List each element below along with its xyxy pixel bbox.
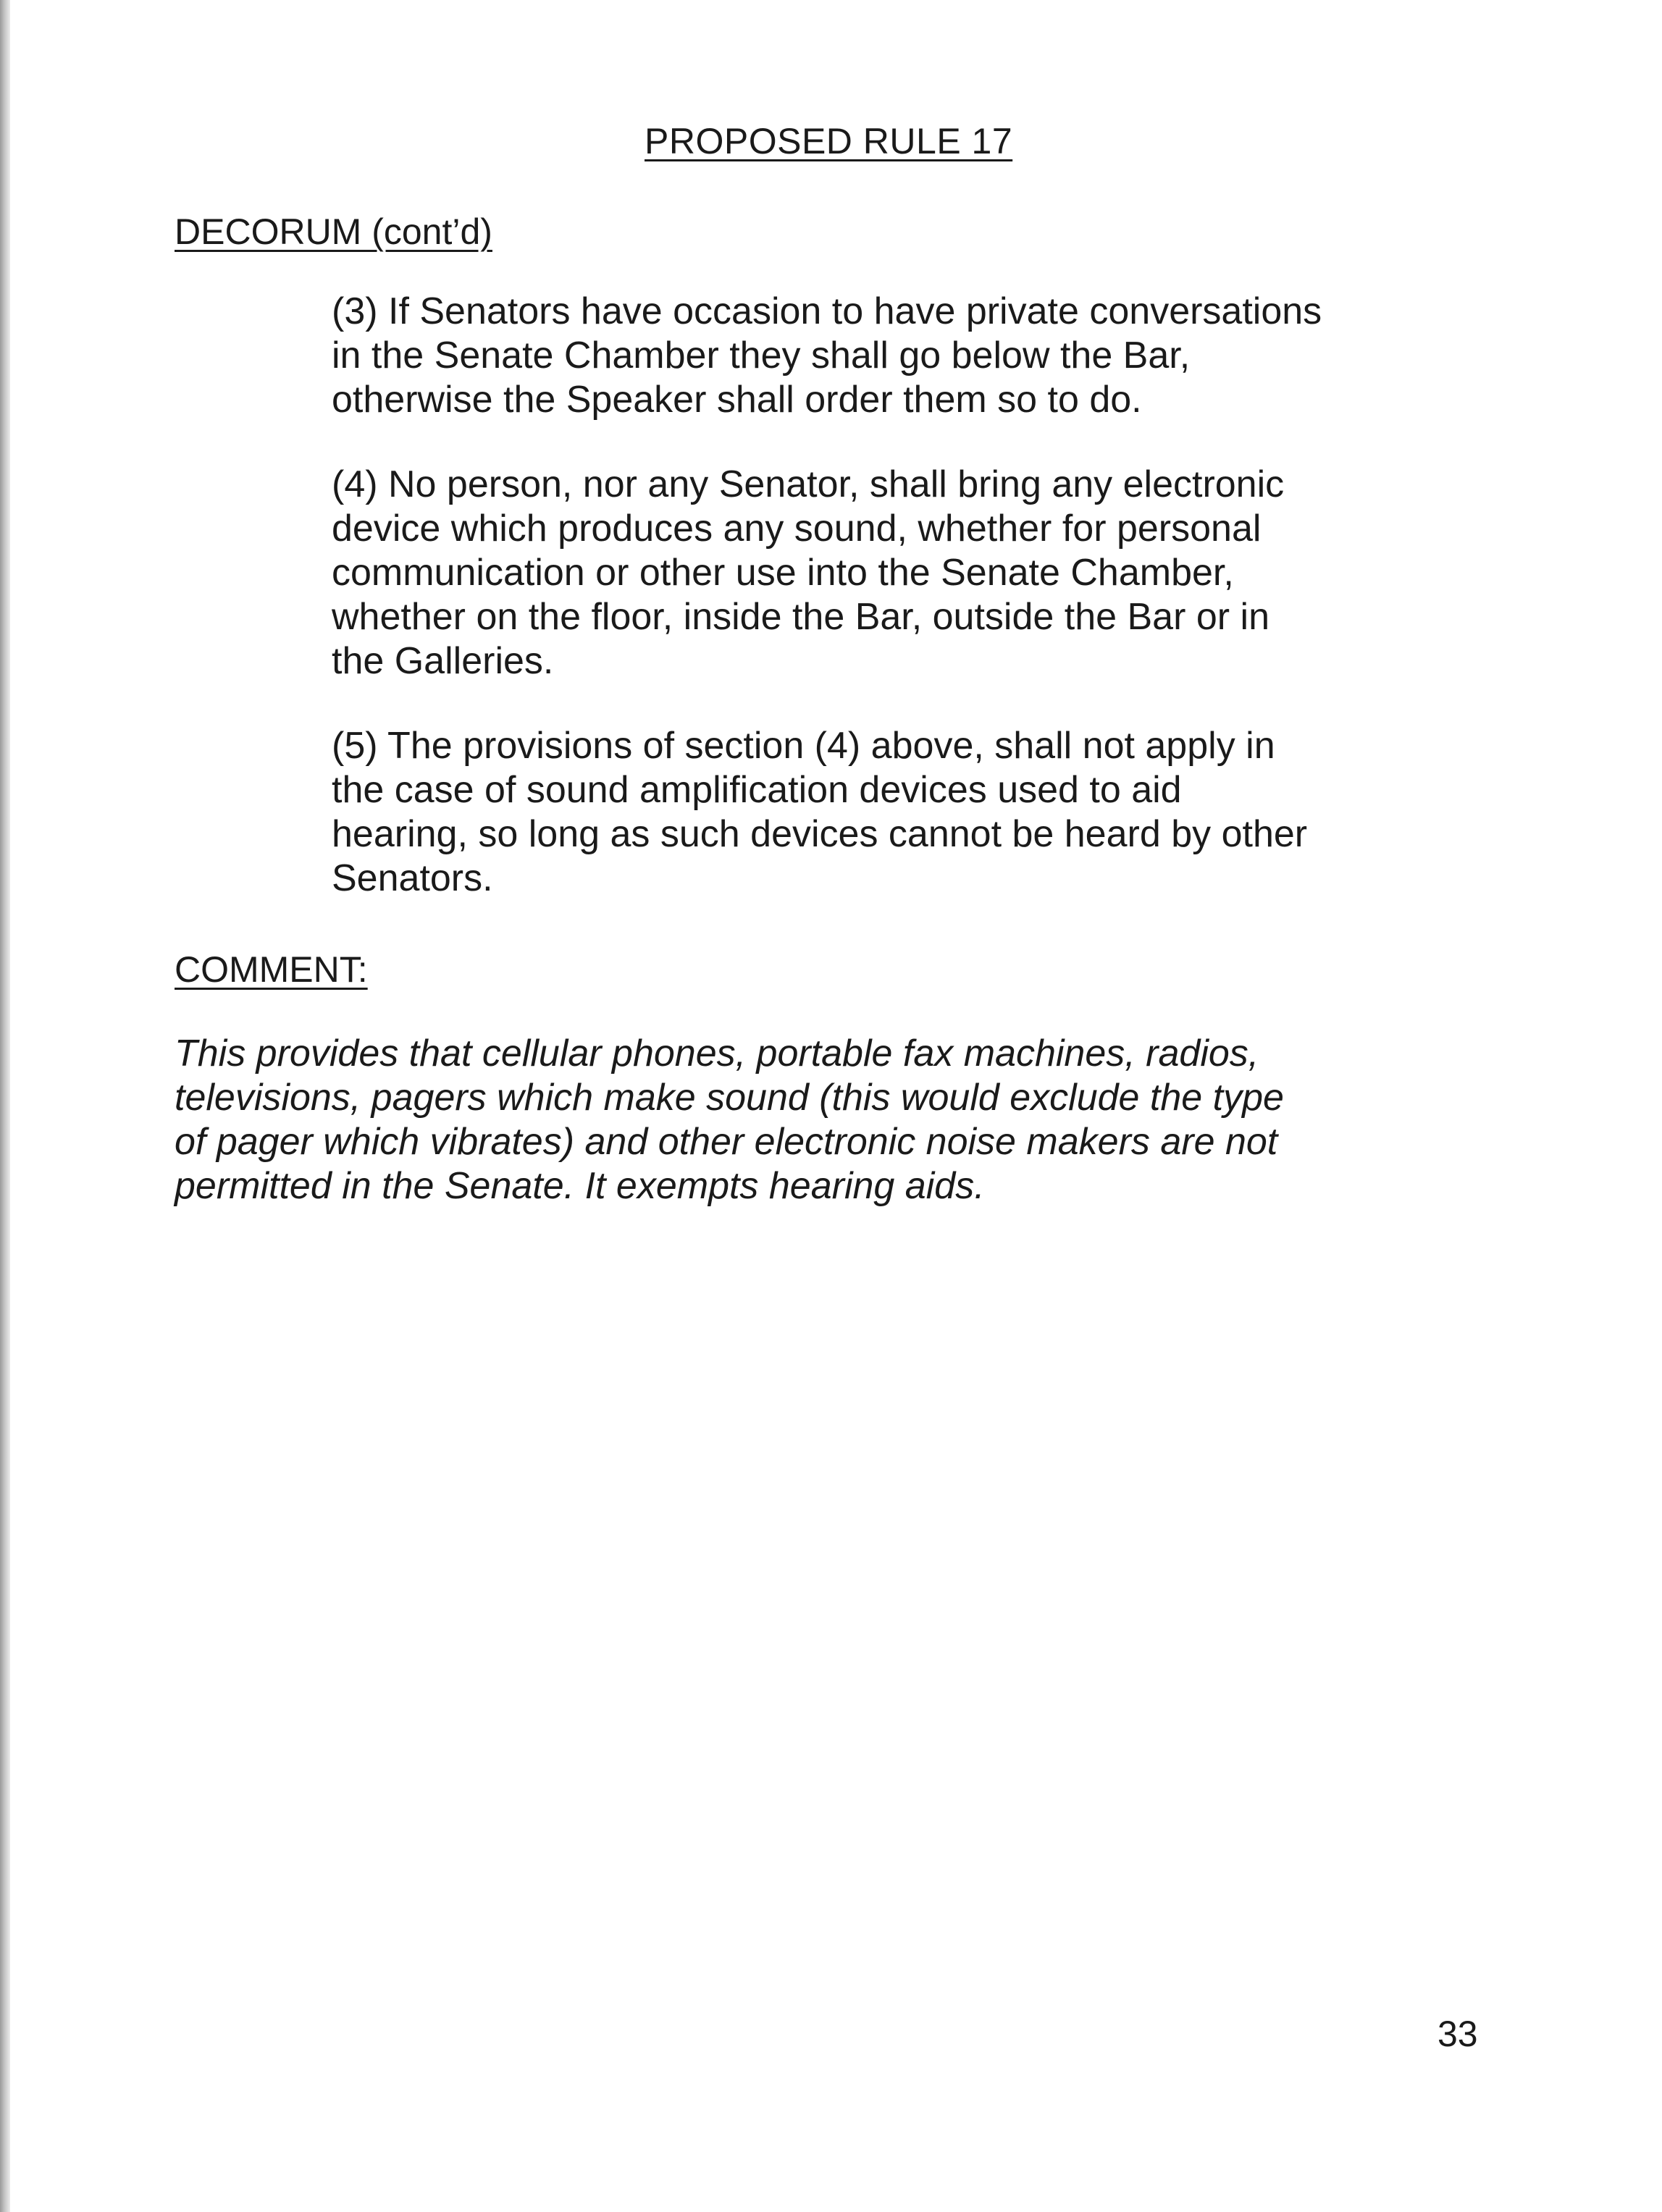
clause-line: (5) The provisions of section (4) above, shall not apply in [332, 725, 1275, 767]
clause-line: communication or other use into the Senate Chamber, [332, 552, 1234, 594]
clause-line: (3) If Senators have occasion to have private conversations [332, 290, 1322, 332]
clause-line: hearing, so long as such devices cannot be heard by other [332, 813, 1308, 855]
comment-heading: COMMENT: [175, 949, 368, 990]
page-number: 33 [1438, 2014, 1478, 2054]
clause-3 [332, 290, 1490, 422]
clause-line: otherwise the Speaker shall order them so to do. [332, 379, 1142, 421]
clause-line: device which produces any sound, whether for personal [332, 508, 1262, 550]
clause-5 [332, 724, 1490, 901]
clause-line: the case of sound amplification devices used to aid [332, 769, 1182, 811]
section-heading: DECORUM (cont’d) [175, 211, 492, 252]
clause-line: whether on the floor, inside the Bar, outside the Bar or in [332, 596, 1270, 638]
comment-line: televisions, pagers which make sound (this would exclude the type [175, 1077, 1284, 1119]
clause-4 [332, 463, 1490, 684]
comment-line: permitted in the Senate. It exempts hearing aids. [175, 1165, 985, 1207]
clause-line: the Galleries. [332, 640, 554, 682]
scan-left-edge [0, 0, 10, 2212]
clause-line: in the Senate Chamber they shall go below the Bar, [332, 335, 1191, 377]
comment-line: of pager which vibrates) and other electronic noise makers are not [175, 1121, 1278, 1163]
clauses-list [332, 290, 1490, 941]
page-title: PROPOSED RULE 17 [645, 121, 1013, 161]
clause-line: (4) No person, nor any Senator, shall bring any electronic [332, 463, 1285, 505]
comment-body [175, 1032, 1550, 1208]
clause-line: Senators. [332, 857, 493, 899]
comment-line: This provides that cellular phones, portable fax machines, radios, [175, 1033, 1259, 1075]
